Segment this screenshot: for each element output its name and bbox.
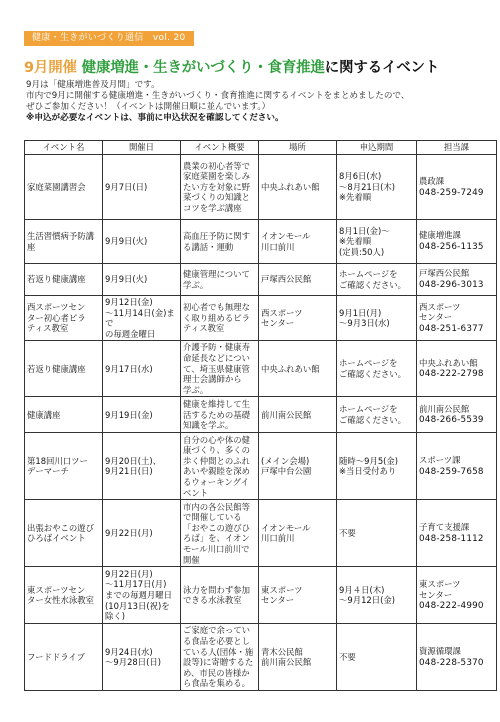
event-date: 9月12日(金) ～11月14日(金)まで の毎週金曜日 bbox=[103, 296, 181, 341]
event-name: 健康講座 bbox=[25, 397, 103, 433]
event-contact bbox=[417, 567, 497, 624]
table-row bbox=[25, 500, 497, 567]
event-contact bbox=[417, 220, 497, 264]
event-summary: 市内の各公民館等 で開催している 「おやこの遊びひ ろば」を、イオン モール川口前川で 開催 bbox=[181, 500, 259, 567]
event-date: 9月24日(水) ～9月28日(日) bbox=[103, 624, 181, 691]
event-summary: 農業の初心者等で 家庭菜園を楽しみ たい方を対象に野 菜づくりの知識と コツを学ぶ講座 bbox=[181, 155, 259, 220]
event-period: ホームページを ご確認ください。 bbox=[337, 264, 417, 296]
event-contact bbox=[417, 433, 497, 500]
event-period: 8月1日(金)～ ※先着順 (定員:50人) bbox=[337, 220, 417, 264]
event-name: フードドライブ bbox=[25, 624, 103, 691]
table-row bbox=[25, 155, 497, 220]
event-summary: 初心者でも無理な く取り組めるピラ ティス教室 bbox=[181, 296, 259, 341]
event-place: 青木公民館 前川南公民館 bbox=[259, 624, 337, 691]
event-summary: 自分の心や体の健 康づくり、多くの 歩く仲間とのふれ あいや親睦を深め るウォーキングイ ベント bbox=[181, 433, 259, 500]
dept-name: 西スポーツ センター bbox=[419, 301, 461, 323]
dept-name: 戸塚西公民館 bbox=[419, 268, 470, 279]
event-place: 中央ふれあい館 bbox=[259, 155, 337, 220]
event-place: 東スポーツ センター bbox=[259, 567, 337, 624]
event-period: ホームページを ご確認ください。 bbox=[337, 341, 417, 397]
events-table bbox=[24, 140, 497, 691]
intro-notice: ※申込が必要なイベントは、事前に申込状況を確認してください。 bbox=[26, 113, 284, 123]
event-date: 9月9日(火) bbox=[103, 264, 181, 296]
event-place: イオンモール 川口前川 bbox=[259, 500, 337, 567]
event-name: 出張おやこの遊び ひろばイベント bbox=[25, 500, 103, 567]
event-contact bbox=[417, 264, 497, 296]
title-suffix: に関するイベント bbox=[324, 60, 440, 76]
event-place: 西スポーツ センター bbox=[259, 296, 337, 341]
event-contact bbox=[417, 341, 497, 397]
table-row bbox=[25, 397, 497, 433]
event-place: (メイン会場) 戸塚中台公園 bbox=[259, 433, 337, 500]
intro-line-1: 9月は「健康増進普及月間」です。 bbox=[26, 80, 160, 90]
event-date: 9月17日(水) bbox=[103, 341, 181, 397]
intro-text bbox=[26, 80, 486, 124]
header-dept: 担当課 bbox=[417, 141, 497, 155]
newsletter-tag: 健康・生きがいづくり通信 vol. 20 bbox=[24, 31, 194, 46]
event-date: 9月19日(金) bbox=[103, 397, 181, 433]
event-name: 第18回川口ツー デーマーチ bbox=[25, 433, 103, 500]
title-theme: 健康増進・生きがいづくり・食育推進 bbox=[81, 60, 325, 76]
intro-line-3: ぜひご参加ください！（イベントは開催日順に並んでいます。） bbox=[26, 102, 271, 112]
event-period: 不要 bbox=[337, 624, 417, 691]
event-summary: ご家庭で余ってい る食品を必要とし ている人(団体・施 設等)に寄贈するた め、市民の皆様か ら食品を集める。 bbox=[181, 624, 259, 691]
dept-name: 資源循環課 bbox=[419, 646, 461, 657]
dept-name: スポーツ課 bbox=[419, 455, 461, 466]
event-summary: 高血圧予防に関す る講話・運動 bbox=[181, 220, 259, 264]
event-contact bbox=[417, 500, 497, 567]
table-row bbox=[25, 624, 497, 691]
event-date: 9月20日(土)、 9月21日(日) bbox=[103, 433, 181, 500]
dept-name: 農政課 bbox=[419, 175, 445, 186]
event-name: 生活習慣病予防講座 bbox=[25, 220, 103, 264]
event-name: 東スポーツセン ター女性水泳教室 bbox=[25, 567, 103, 624]
table-row bbox=[25, 567, 497, 624]
event-place: イオンモール 川口前川 bbox=[259, 220, 337, 264]
title-month: 9月開催 bbox=[24, 60, 82, 76]
event-contact bbox=[417, 397, 497, 433]
header-event-name: イベント名 bbox=[25, 141, 103, 155]
page-title bbox=[24, 56, 494, 77]
table-row bbox=[25, 296, 497, 341]
event-place: 戸塚西公民館 bbox=[259, 264, 337, 296]
dept-name: 前川南公民館 bbox=[419, 403, 470, 414]
dept-name: 東スポーツ センター bbox=[419, 578, 461, 600]
header-place: 場所 bbox=[259, 141, 337, 155]
dept-phone: 048-266-5539 bbox=[419, 415, 484, 426]
event-summary: 健康管理について 学ぶ。 bbox=[181, 264, 259, 296]
event-place: 中央ふれあい館 bbox=[259, 341, 337, 397]
event-summary: 健康を維持して生 活するための基礎 知識を学ぶ。 bbox=[181, 397, 259, 433]
dept-phone: 048-259-7249 bbox=[419, 187, 484, 198]
event-period: 9月４日(木) ～9月12日(金) bbox=[337, 567, 417, 624]
table-row bbox=[25, 341, 497, 397]
intro-line-2: 市内で9月に開催する健康増進・生きがいづくり・食育推進に関するイベントをまとめましたので、 bbox=[26, 91, 410, 101]
dept-name: 健康増進課 bbox=[419, 230, 461, 241]
event-date: 9月22日(月) bbox=[103, 500, 181, 567]
event-date: 9月22日(月) ～11月17日(月) までの毎週月曜日 (10月13日(祝)を 除く) bbox=[103, 567, 181, 624]
header-date: 開催日 bbox=[103, 141, 181, 155]
dept-phone: 048-222-4990 bbox=[419, 601, 484, 612]
event-name: 若返り健康講座 bbox=[25, 264, 103, 296]
dept-phone: 048-222-2798 bbox=[419, 369, 484, 380]
dept-phone: 048-228-5370 bbox=[419, 657, 484, 668]
event-period: 8月6日(水) ～8月21日(木) ※先着順 bbox=[337, 155, 417, 220]
event-contact bbox=[417, 155, 497, 220]
event-name: 西スポーツセン ター初心者ピラ ティス教室 bbox=[25, 296, 103, 341]
event-contact bbox=[417, 296, 497, 341]
event-date: 9月7日(日) bbox=[103, 155, 181, 220]
event-summary: 介護予防・健康寿 命延長などについ て、埼玉県健康管 理士会講師から 学ぶ。 bbox=[181, 341, 259, 397]
event-period: 9月1日(月) ～9月3日(水) bbox=[337, 296, 417, 341]
event-contact bbox=[417, 624, 497, 691]
event-name: 若返り健康講座 bbox=[25, 341, 103, 397]
header-period: 申込期間 bbox=[337, 141, 417, 155]
event-place: 前川南公民館 bbox=[259, 397, 337, 433]
event-period: ホームページを ご確認ください。 bbox=[337, 397, 417, 433]
header-summary: イベント概要 bbox=[181, 141, 259, 155]
dept-name: 中央ふれあい館 bbox=[419, 357, 478, 368]
table-row bbox=[25, 264, 497, 296]
dept-phone: 048-259-7658 bbox=[419, 466, 484, 477]
dept-phone: 048-251-6377 bbox=[419, 323, 484, 334]
event-period: 随時～9月5(金) ※当日受付あり bbox=[337, 433, 417, 500]
event-name: 家庭菜園講習会 bbox=[25, 155, 103, 220]
dept-phone: 048-296-3013 bbox=[419, 280, 484, 290]
event-date: 9月9日(火) bbox=[103, 220, 181, 264]
table-row bbox=[25, 220, 497, 264]
dept-name: 子育て支援課 bbox=[419, 522, 470, 533]
dept-phone: 048-258-1112 bbox=[419, 533, 484, 544]
table-header-row bbox=[25, 141, 497, 155]
table-row bbox=[25, 433, 497, 500]
dept-phone: 048-256-1135 bbox=[419, 242, 484, 252]
event-period: 不要 bbox=[337, 500, 417, 567]
event-summary: 泳力を問わず参加 できる水泳教室 bbox=[181, 567, 259, 624]
